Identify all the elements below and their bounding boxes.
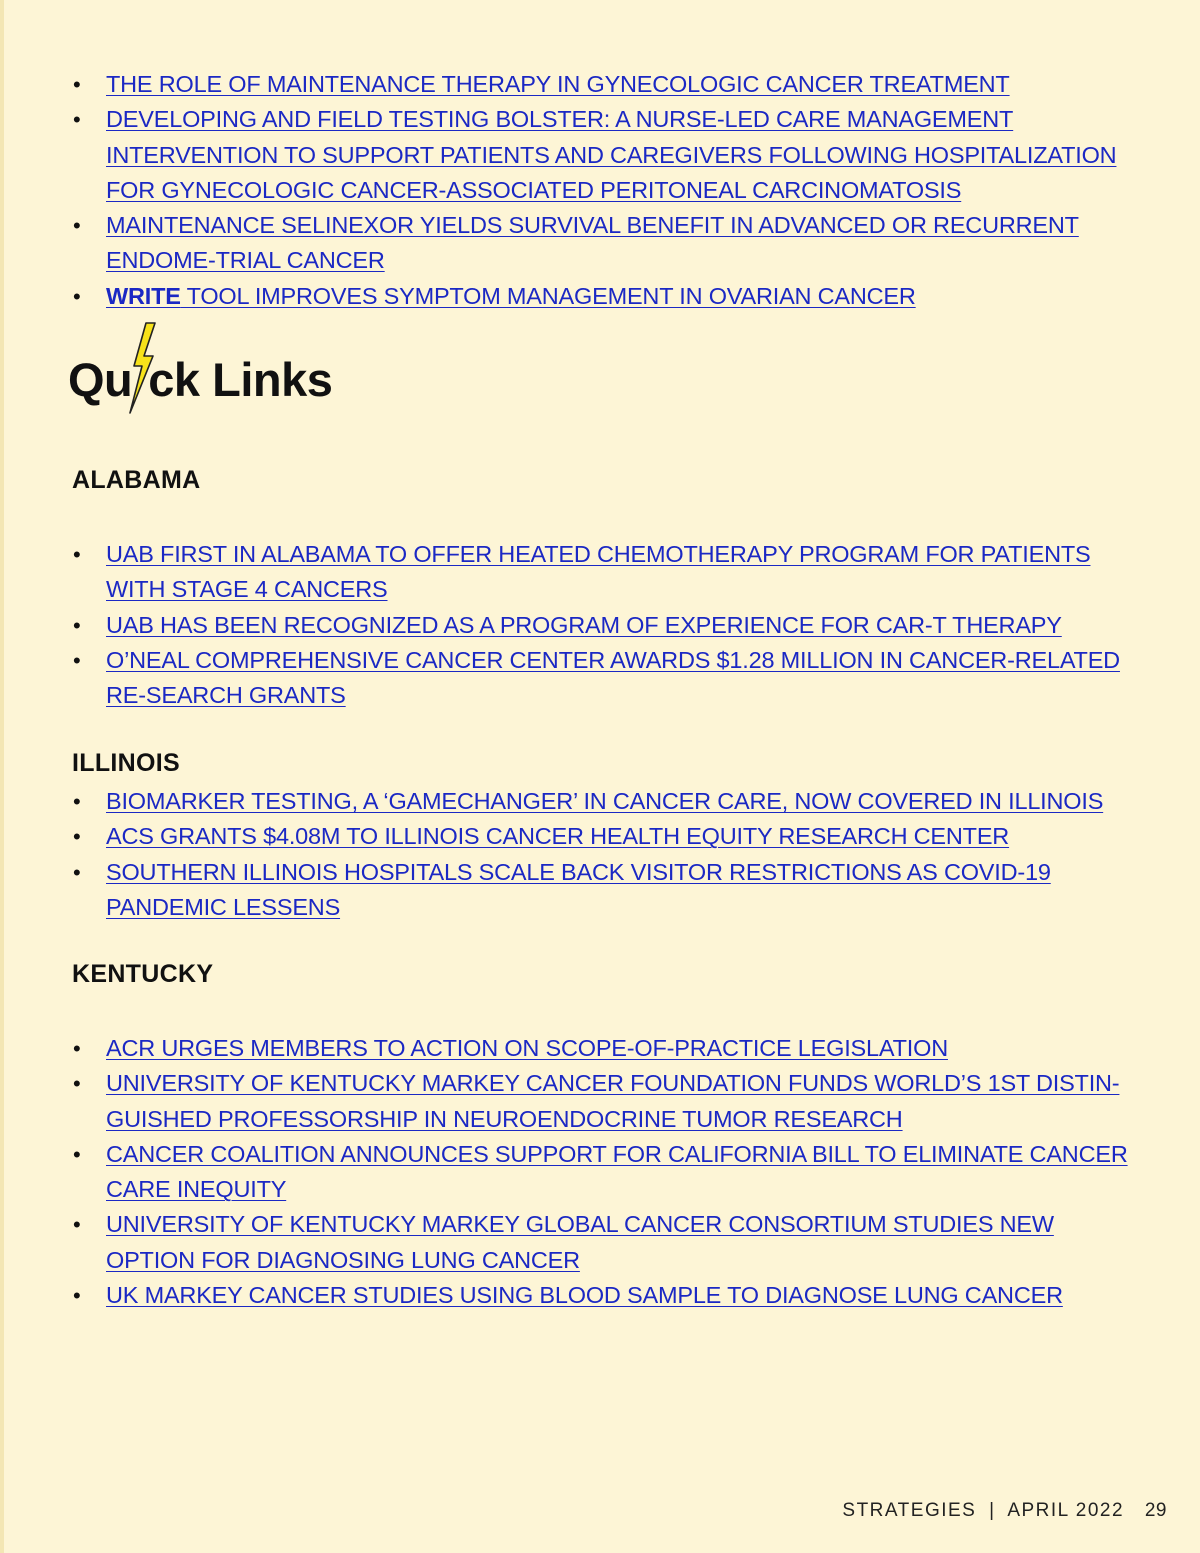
- bullet-icon: •: [73, 72, 81, 97]
- list-item: [70, 819, 1140, 854]
- bullet-icon: •: [73, 1212, 81, 1238]
- footer-separator: |: [989, 1500, 996, 1521]
- article-link[interactable]: ACS GRANTS $4.08M TO ILLINOIS CANCER HEALTH EQUITY RESEARCH CENTER: [106, 823, 1010, 850]
- kentucky-link-list: [70, 1031, 1140, 1313]
- state-heading-illinois: ILLINOIS: [72, 749, 180, 777]
- lightning-bolt-icon: [132, 356, 148, 396]
- write-tool-link[interactable]: WRITE TOOL IMPROVES SYMPTOM MANAGEMENT IN OVARIAN CANCER: [106, 282, 916, 309]
- bullet-icon: •: [73, 789, 81, 814]
- article-link[interactable]: UAB HAS BEEN RECOGNIZED AS A PROGRAM OF EXPERIENCE FOR CAR-T THERAPY: [106, 611, 1062, 638]
- list-item: [70, 855, 1140, 926]
- illinois-link-list: [70, 784, 1140, 925]
- article-link[interactable]: DEVELOPING AND FIELD TESTING BOLSTER: A NURSE-LED CARE MANAGEMENT INTERVENTION TO SUPPORT PATIENTS AND CAREGIVERS FOLLOWING HOSPITALIZATION FOR GYNECOLOGIC CANCER-ASSOCIATED PERITONEAL CARCINOMATOSIS: [106, 106, 1117, 203]
- bullet-icon: •: [73, 647, 81, 673]
- list-item: [70, 1066, 1140, 1137]
- list-item: [70, 102, 1140, 208]
- list-item: [70, 608, 1140, 643]
- page-footer: [842, 1500, 1167, 1522]
- bullet-icon: •: [73, 824, 81, 850]
- bullet-icon: •: [73, 859, 81, 885]
- quick-links-title-end: ck Links: [148, 353, 333, 406]
- article-link[interactable]: ACR URGES MEMBERS TO ACTION ON SCOPE-OF-PRACTICE LEGISLATION: [106, 1035, 948, 1061]
- issue-date: APRIL 2022: [1007, 1500, 1125, 1521]
- bullet-icon: •: [73, 213, 81, 239]
- article-link[interactable]: BIOMARKER TESTING, A ‘GAMECHANGER’ IN CANCER CARE, NOW COVERED IN ILLINOIS: [106, 788, 1104, 814]
- state-heading-alabama: ALABAMA: [72, 466, 201, 494]
- page-number: 29: [1144, 1500, 1167, 1521]
- page-edge: [0, 0, 4, 1553]
- top-link-list: [70, 67, 1140, 314]
- article-link[interactable]: SOUTHERN ILLINOIS HOSPITALS SCALE BACK VISITOR RESTRICTIONS AS COVID-19 PANDEMIC LESSENS: [106, 858, 1051, 920]
- article-link[interactable]: O’NEAL COMPREHENSIVE CANCER CENTER AWARDS $1.28 MILLION IN CANCER-RELATED RE-SEARCH GRANTS: [106, 646, 1120, 709]
- bullet-icon: •: [73, 1036, 81, 1061]
- list-item: [70, 537, 1140, 608]
- bullet-icon: •: [73, 1141, 81, 1167]
- list-item: [70, 279, 1140, 314]
- publication-name: STRATEGIES: [842, 1500, 977, 1521]
- list-item: [70, 1137, 1140, 1208]
- quick-links-title: [68, 352, 332, 407]
- list-item: [70, 643, 1140, 714]
- article-link[interactable]: UAB FIRST IN ALABAMA TO OFFER HEATED CHEMOTHERAPY PROGRAM FOR PATIENTS WITH STAGE 4 CANCERS: [106, 541, 1091, 603]
- list-item: [70, 1207, 1140, 1278]
- alabama-link-list: [70, 537, 1140, 713]
- article-link[interactable]: THE ROLE OF MAINTENANCE THERAPY IN GYNECOLOGIC CANCER TREATMENT: [106, 71, 1010, 97]
- bullet-icon: •: [73, 283, 81, 309]
- list-item: [70, 208, 1140, 279]
- article-link[interactable]: UK MARKEY CANCER STUDIES USING BLOOD SAMPLE TO DIAGNOSE LUNG CANCER: [106, 1282, 1063, 1309]
- article-link[interactable]: CANCER COALITION ANNOUNCES SUPPORT FOR CALIFORNIA BILL TO ELIMINATE CANCER CARE INEQUITY: [106, 1140, 1128, 1203]
- list-item: [70, 67, 1140, 102]
- bullet-icon: •: [73, 612, 81, 638]
- quick-links-title-start: Qu: [68, 353, 133, 406]
- list-item: [70, 1278, 1140, 1313]
- article-link[interactable]: MAINTENANCE SELINEXOR YIELDS SURVIVAL BENEFIT IN ADVANCED OR RECURRENT ENDOME-TRIAL CANCER: [106, 212, 1079, 274]
- article-link[interactable]: UNIVERSITY OF KENTUCKY MARKEY CANCER FOUNDATION FUNDS WORLD’S 1ST DISTIN-GUISHED PROFESSORSHIP IN NEUROENDOCRINE TUMOR RESEARCH: [106, 1070, 1120, 1132]
- bullet-icon: •: [73, 542, 81, 567]
- state-heading-kentucky: KENTUCKY: [72, 960, 214, 988]
- list-item: [70, 784, 1140, 819]
- article-link[interactable]: UNIVERSITY OF KENTUCKY MARKEY GLOBAL CANCER CONSORTIUM STUDIES NEW OPTION FOR DIAGNOSING LUNG CANCER: [106, 1211, 1054, 1273]
- list-item: [70, 1031, 1140, 1066]
- bullet-icon: •: [73, 107, 81, 133]
- bullet-icon: •: [73, 1071, 81, 1097]
- bullet-icon: •: [73, 1283, 81, 1309]
